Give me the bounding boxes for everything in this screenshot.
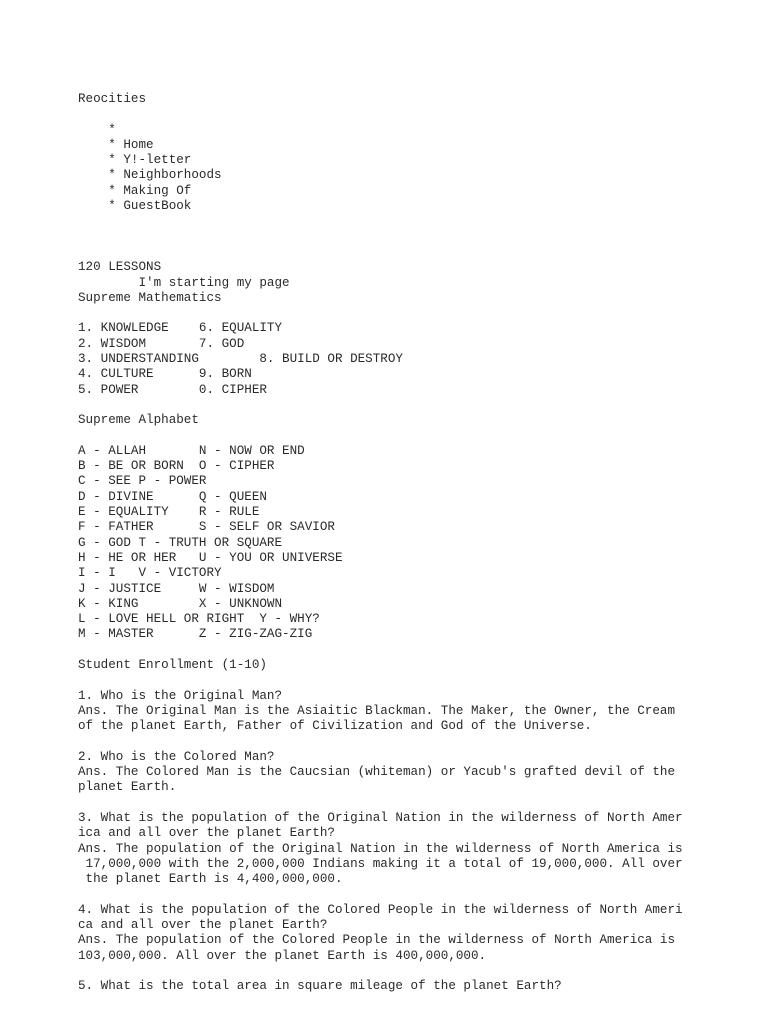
alphabet-row: L - LOVE HELL OR RIGHT Y - WHY? bbox=[78, 612, 320, 627]
question: 2. Who is the Colored Man? bbox=[78, 749, 275, 764]
enrollment-title: Student Enrollment (1-10) bbox=[78, 657, 267, 672]
question: 1. Who is the Original Man? bbox=[78, 688, 283, 703]
mathematics-title: Supreme Mathematics bbox=[78, 290, 222, 305]
spacer bbox=[78, 107, 758, 122]
answer-line: 17,000,000 with the 2,000,000 Indians making it a total of 19,000,000. All over bbox=[78, 856, 683, 871]
question: 4. What is the population of the Colored People in the wilderness of North Ameri bbox=[78, 902, 683, 917]
question: ca and all over the planet Earth? bbox=[78, 918, 328, 933]
spacer bbox=[78, 887, 758, 902]
question: ica and all over the planet Earth? bbox=[78, 826, 335, 841]
spacer bbox=[78, 734, 758, 749]
nav-item-blank: * bbox=[108, 122, 116, 137]
nav-item-y-letter[interactable]: * Y!-letter bbox=[108, 153, 192, 168]
nav-item-making-of[interactable]: * Making Of bbox=[108, 183, 192, 198]
spacer bbox=[78, 796, 758, 811]
alphabet-row: I - I V - VICTORY bbox=[78, 566, 222, 581]
alphabet-row: J - JUSTICE W - WISDOM bbox=[78, 581, 275, 596]
answer-line: Ans. The Original Man is the Asiaitic Blackman. The Maker, the Owner, the Cream bbox=[78, 703, 676, 718]
nav-menu bbox=[78, 123, 758, 215]
qa-item-5 bbox=[78, 979, 758, 994]
mathematics-row: 4. CULTURE 9. BORN bbox=[78, 367, 252, 382]
mathematics-row: 1. KNOWLEDGE 6. EQUALITY bbox=[78, 321, 283, 336]
spacer bbox=[78, 964, 758, 979]
lessons-subheading: I'm starting my page bbox=[78, 275, 290, 290]
answer-line: planet Earth. bbox=[78, 780, 177, 795]
spacer bbox=[78, 398, 758, 413]
document-body bbox=[78, 92, 758, 995]
spacer bbox=[78, 429, 758, 444]
alphabet-row: M - MASTER Z - ZIG-ZAG-ZIG bbox=[78, 627, 313, 642]
nav-item-home[interactable]: * Home bbox=[108, 137, 154, 152]
answer-line: Ans. The population of the Original Nation in the wilderness of North America is bbox=[78, 841, 683, 856]
answer-line: of the planet Earth, Father of Civilization and God of the Universe. bbox=[78, 719, 592, 734]
nav-item-neighborhoods[interactable]: * Neighborhoods bbox=[108, 168, 222, 183]
spacer bbox=[78, 643, 758, 658]
qa-item-1 bbox=[78, 689, 758, 735]
mathematics-list bbox=[78, 321, 758, 397]
answer-line: 103,000,000. All over the planet Earth is 400,000,000. bbox=[78, 948, 487, 963]
spacer bbox=[78, 673, 758, 688]
answer-line: the planet Earth is 4,400,000,000. bbox=[78, 872, 343, 887]
alphabet-list bbox=[78, 444, 758, 643]
alphabet-row: E - EQUALITY R - RULE bbox=[78, 505, 260, 520]
qa-item-3 bbox=[78, 811, 758, 887]
alphabet-row: H - HE OR HER U - YOU OR UNIVERSE bbox=[78, 550, 343, 565]
spacer bbox=[78, 306, 758, 321]
alphabet-row: A - ALLAH N - NOW OR END bbox=[78, 443, 305, 458]
answer-line: Ans. The population of the Colored People in the wilderness of North America is bbox=[78, 933, 676, 948]
lessons-heading: 120 LESSONS bbox=[78, 260, 162, 275]
answer-line: Ans. The Colored Man is the Caucsian (whiteman) or Yacub's grafted devil of the bbox=[78, 765, 676, 780]
qa-item-4 bbox=[78, 903, 758, 964]
alphabet-row: C - SEE P - POWER bbox=[78, 474, 207, 489]
alphabet-row: F - FATHER S - SELF OR SAVIOR bbox=[78, 520, 335, 535]
question: 3. What is the population of the Original Nation in the wilderness of North Amer bbox=[78, 810, 683, 825]
alphabet-row: B - BE OR BORN O - CIPHER bbox=[78, 459, 275, 474]
site-title: Reocities bbox=[78, 92, 147, 106]
alphabet-row: D - DIVINE Q - QUEEN bbox=[78, 489, 267, 504]
alphabet-title: Supreme Alphabet bbox=[78, 413, 199, 428]
alphabet-row: G - GOD T - TRUTH OR SQUARE bbox=[78, 535, 283, 550]
mathematics-row: 5. POWER 0. CIPHER bbox=[78, 382, 267, 397]
question: 5. What is the total area in square mileage of the planet Earth? bbox=[78, 979, 562, 994]
mathematics-row: 2. WISDOM 7. GOD bbox=[78, 336, 245, 351]
nav-item-guestbook[interactable]: * GuestBook bbox=[108, 199, 192, 214]
spacer bbox=[78, 214, 758, 260]
alphabet-row: K - KING X - UNKNOWN bbox=[78, 596, 283, 611]
mathematics-row: 3. UNDERSTANDING 8. BUILD OR DESTROY bbox=[78, 352, 403, 367]
qa-item-2 bbox=[78, 750, 758, 796]
